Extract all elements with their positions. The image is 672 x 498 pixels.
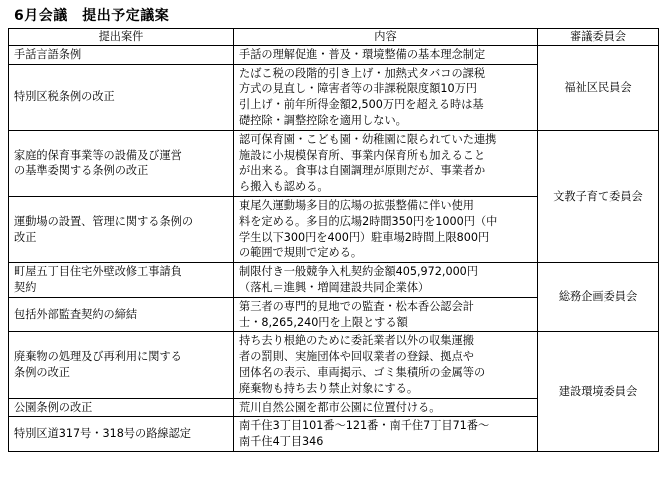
content-cell <box>234 263 538 298</box>
content-line: 料を定める。多目的広場2時間350円を1000円（中 <box>239 214 498 228</box>
content-cell <box>234 417 538 452</box>
bill-cell <box>9 45 234 64</box>
content-line: 団体名の表示、車両掲示、ゴミ集積所の金属等の <box>239 365 486 379</box>
content-cell <box>234 196 538 262</box>
content-line: 東尾久運動場多目的広場の拡張整備に伴い使用 <box>239 198 474 212</box>
committee-cell: 福祉区民員会 <box>538 45 659 130</box>
content-cell <box>234 130 538 196</box>
bill-cell <box>9 398 234 417</box>
content-line: ら搬入も認める。 <box>239 180 329 194</box>
table-header-row <box>9 29 659 46</box>
content-line: たばこ税の段階的引き上げ・加熱式タバコの課税 <box>239 66 486 80</box>
bill-cell <box>9 297 234 332</box>
content-line: 持ち去り根絶のために委託業者以外の収集運搬 <box>239 334 474 348</box>
content-line: 南千住3丁目101番～121番・南千住7丁目71番～ <box>239 419 490 433</box>
committee-cell: 総務企画委員会 <box>538 263 659 332</box>
bill-line: 廃棄物の処理及び再利用に関する <box>14 350 182 364</box>
committee-cell: 建設環境委員会 <box>538 332 659 452</box>
bill-line: 町屋五丁目住宅外壁改修工事請負 <box>14 265 182 279</box>
bills-table <box>8 28 659 452</box>
bill-line: 運動場の設置、管理に関する条例の <box>14 214 194 228</box>
content-line: 南千住4丁目346 <box>239 435 324 449</box>
header-committee: 審議委員会 <box>538 29 659 46</box>
content-cell <box>234 332 538 398</box>
bill-line: の基準委関する条例の改正 <box>14 164 149 178</box>
bill-cell <box>9 263 234 298</box>
content-line: 施設に小規模保育所、事業内保育所も加えること <box>239 148 486 162</box>
content-line: （落札＝進興・増岡建設共同企業体） <box>239 280 430 294</box>
content-line: 制限付き一般競争入札契約金額405,972,000円 <box>239 265 478 279</box>
content-line: 廃棄物も持ち去り禁止対象にする。 <box>239 381 419 395</box>
table-row <box>9 263 659 298</box>
committee-cell: 文教子育て委員会 <box>538 130 659 262</box>
bill-line: 条例の改正 <box>14 365 70 379</box>
bill-line: 公園条例の改正 <box>14 400 93 414</box>
content-line: 礎控除・調整控除を適用しない。 <box>239 113 407 127</box>
bill-cell <box>9 130 234 196</box>
bill-cell <box>9 417 234 452</box>
content-line: 第三者の専門的見地での監査・松本香公認会計 <box>239 299 474 313</box>
bill-line: 特別区税条例の改正 <box>14 90 115 104</box>
header-content: 内容 <box>234 29 538 46</box>
bill-cell <box>9 64 234 130</box>
table-row <box>9 45 659 64</box>
content-line: 引上げ・前年所得金額2,500万円を超える時は基 <box>239 98 484 112</box>
content-line: 認可保育園・こども園・幼稚園に限られていた連携 <box>239 132 497 146</box>
content-line: 方式の見直し・障害者等の非課税限度額10万円 <box>239 82 477 96</box>
bill-cell <box>9 196 234 262</box>
document-title: 6月会議 提出予定議案 <box>14 8 170 24</box>
content-line: 学生以下300円を400円）駐車場2時間上限800円 <box>239 230 490 244</box>
content-line: 手話の理解促進・普及・環境整備の基本理念制定 <box>239 47 486 61</box>
table-row <box>9 130 659 196</box>
bill-line: 改正 <box>14 230 37 244</box>
bill-line: 契約 <box>14 280 37 294</box>
content-line: の範囲で規則で定める。 <box>239 246 363 260</box>
content-cell <box>234 398 538 417</box>
content-line: 荒川自然公園を都市公園に位置付ける。 <box>239 400 441 414</box>
bill-line: 包括外部監査契約の締結 <box>14 307 138 321</box>
content-cell <box>234 64 538 130</box>
header-bill: 提出案件 <box>9 29 234 46</box>
bill-line: 手話言語条例 <box>14 47 82 61</box>
bill-cell <box>9 332 234 398</box>
content-cell <box>234 45 538 64</box>
content-line: 者の罰則、実施団体や回収業者の登録、拠点や <box>239 350 474 364</box>
content-line: 士・8,265,240円を上限とする額 <box>239 315 408 329</box>
bill-line: 家庭的保育事業等の設備及び運営 <box>14 148 182 162</box>
content-line: が出来る。食事は自園調理が原則だが、事業者か <box>239 164 486 178</box>
table-row <box>9 332 659 398</box>
bill-line: 特別区道317号・318号の路線認定 <box>14 427 191 441</box>
content-cell <box>234 297 538 332</box>
